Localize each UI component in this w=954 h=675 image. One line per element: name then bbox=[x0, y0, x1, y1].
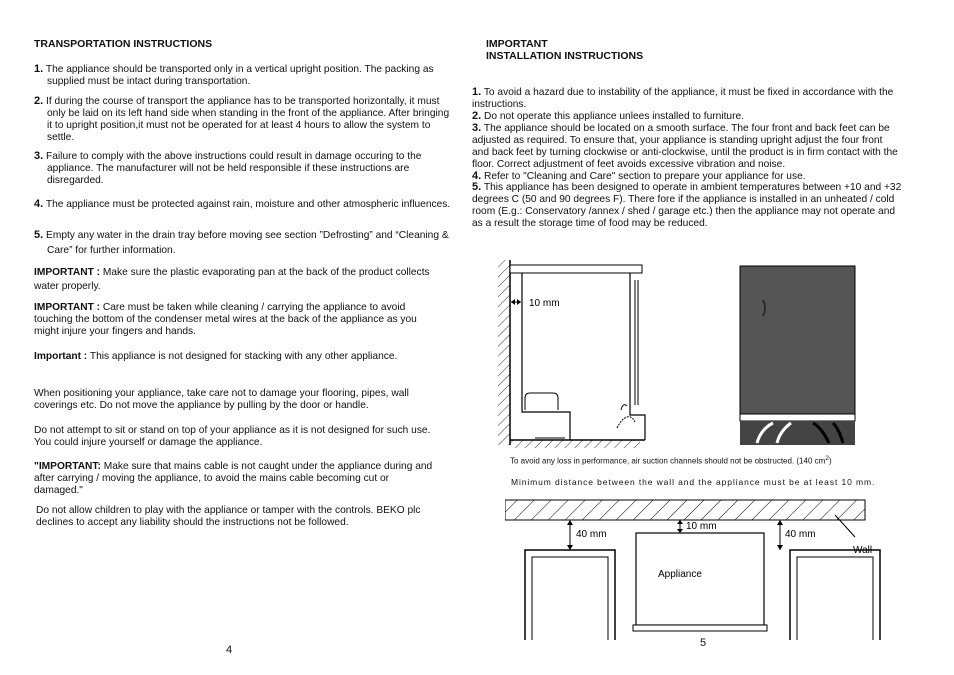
compressor-outline bbox=[525, 393, 558, 410]
right-cabinet-inner bbox=[797, 557, 873, 640]
page-number-right: 5 bbox=[700, 637, 707, 649]
gap-label: 10 mm bbox=[529, 298, 560, 309]
airflow-arrow-2 bbox=[621, 405, 627, 410]
important-note-2: IMPORTANT : Care must be taken while cleaning / carrying the appliance to avoid touching the bottom of the condenser metal wires at the back of the appliance as you might injure your fingers and hands. bbox=[34, 302, 417, 337]
sit-paragraph: Do not attempt to sit or stand on top of your appliance as it is not designed for such use. You could injure yourself or damage the appliance. bbox=[34, 425, 431, 448]
transport-item-4: 4. The appliance must be protected against rain, moisture and other atmospheric influences. bbox=[34, 198, 451, 210]
worktop bbox=[510, 265, 642, 273]
transport-title bbox=[34, 38, 439, 50]
install-item-3: 3. The appliance should be located on a smooth surface. The four front and back feet can be adjusted as required. To ensure that, your appliance is standing upright adjust the four front and back feet by turning clockwise or anti-clockwise, until the product is in firm contact with the floor. Correct adjustment of feet avoids excessive vibration and noise. bbox=[472, 122, 898, 170]
mid-gap-label: 10 mm bbox=[686, 521, 717, 532]
children-paragraph: Do not allow children to play with the appliance or tamper with the controls. BEKO plc declines to accept any liability should the instructions not be followed. bbox=[36, 505, 421, 528]
left-gap-label: 40 mm bbox=[576, 529, 607, 540]
wall-label: Wall bbox=[853, 545, 873, 556]
transport-item-3: 3. Failure to comply with the above instructions could result in damage occuring to the appliance. The manufacturer will not be held responsible if these instructions are disregarded. bbox=[34, 150, 422, 186]
appliance-label: Appliance bbox=[658, 569, 702, 580]
airflow-arrow bbox=[617, 417, 635, 428]
page-number-left: 4 bbox=[226, 644, 233, 656]
air-channel-figure bbox=[495, 260, 875, 475]
appliance-front bbox=[740, 266, 855, 414]
wall-distance-figure bbox=[505, 495, 905, 660]
transport-item-2: 2. If during the course of transport the appliance has to be transported horizontally, it must only be laid on its left hand side when standing in the front of the appliance. After bringing it to upright position,it must not be operated for at least 4 hours to allow the system to settle. bbox=[34, 95, 450, 143]
important-note-3: Important : This appliance is not designed for stacking with any other appliance. bbox=[34, 351, 398, 362]
right-cabinet bbox=[790, 550, 880, 640]
right-gap-label: 40 mm bbox=[785, 529, 816, 540]
important-note-4: "IMPORTANT: Make sure that mains cable is not caught under the appliance during and after carrying / moving the appliance, to avoid the mains cable becoming cut or damaged." bbox=[34, 461, 433, 496]
install-heading-line2: INSTALLATION INSTRUCTIONS bbox=[486, 50, 644, 62]
install-item-1: 1. To avoid a hazard due to instability of the appliance, it must be fixed in accordance with the instructions. bbox=[472, 86, 894, 110]
wall-hatch bbox=[498, 260, 510, 445]
install-title bbox=[486, 38, 916, 62]
left-cabinet-inner bbox=[532, 557, 608, 640]
wall-distance-caption: Minimum distance between the wall and the appliance must be at least 10 mm. bbox=[511, 477, 876, 487]
floor-hatch bbox=[510, 440, 640, 448]
left-cabinet bbox=[525, 550, 615, 640]
install-item-2: 2. Do not operate this appliance unlees installed to furniture. bbox=[472, 110, 744, 122]
install-item-4: 4. Refer to "Cleaning and Care" section to prepare your appliance for use. bbox=[472, 170, 806, 182]
important-note-1: IMPORTANT : Make sure the plastic evaporating pan at the back of the product collects water properly. bbox=[34, 267, 430, 292]
air-channel-caption: To avoid any loss in performance, air suction channels should not be obstructed. (140 $cm^2$) bbox=[510, 455, 832, 466]
positioning-paragraph: When positioning your appliance, take care not to damage your flooring, pipes, wall coverings etc. Do not move the appliance by pulling by the door or handle. bbox=[34, 388, 409, 411]
install-item-5: 5. This appliance has been designed to operate in ambient temperatures between +10 and +32 degrees C (50 and 90 degrees F). There fore if the appliance is installed in an unheated / cold room (E.g.: Conservatory /annex / shed / garage etc.) then the appliance may not operate and as a result the storage time of food may be reduced. bbox=[472, 181, 902, 229]
transport-item-1: 1. The appliance should be transported only in a vertical upright position. The packing as supplied must be intact during transportation. bbox=[34, 63, 434, 87]
transport-item-5: 5. Empty any water in the drain tray before moving see section ”Defrosting” and “Cleaning & Care” for further information. bbox=[34, 229, 449, 256]
kickboard-top bbox=[740, 414, 855, 421]
transport-heading: TRANSPORTATION INSTRUCTIONS bbox=[34, 38, 213, 50]
wall-top bbox=[505, 500, 865, 520]
appliance-door bbox=[633, 625, 767, 631]
install-heading-line1: IMPORTANT bbox=[486, 38, 548, 50]
